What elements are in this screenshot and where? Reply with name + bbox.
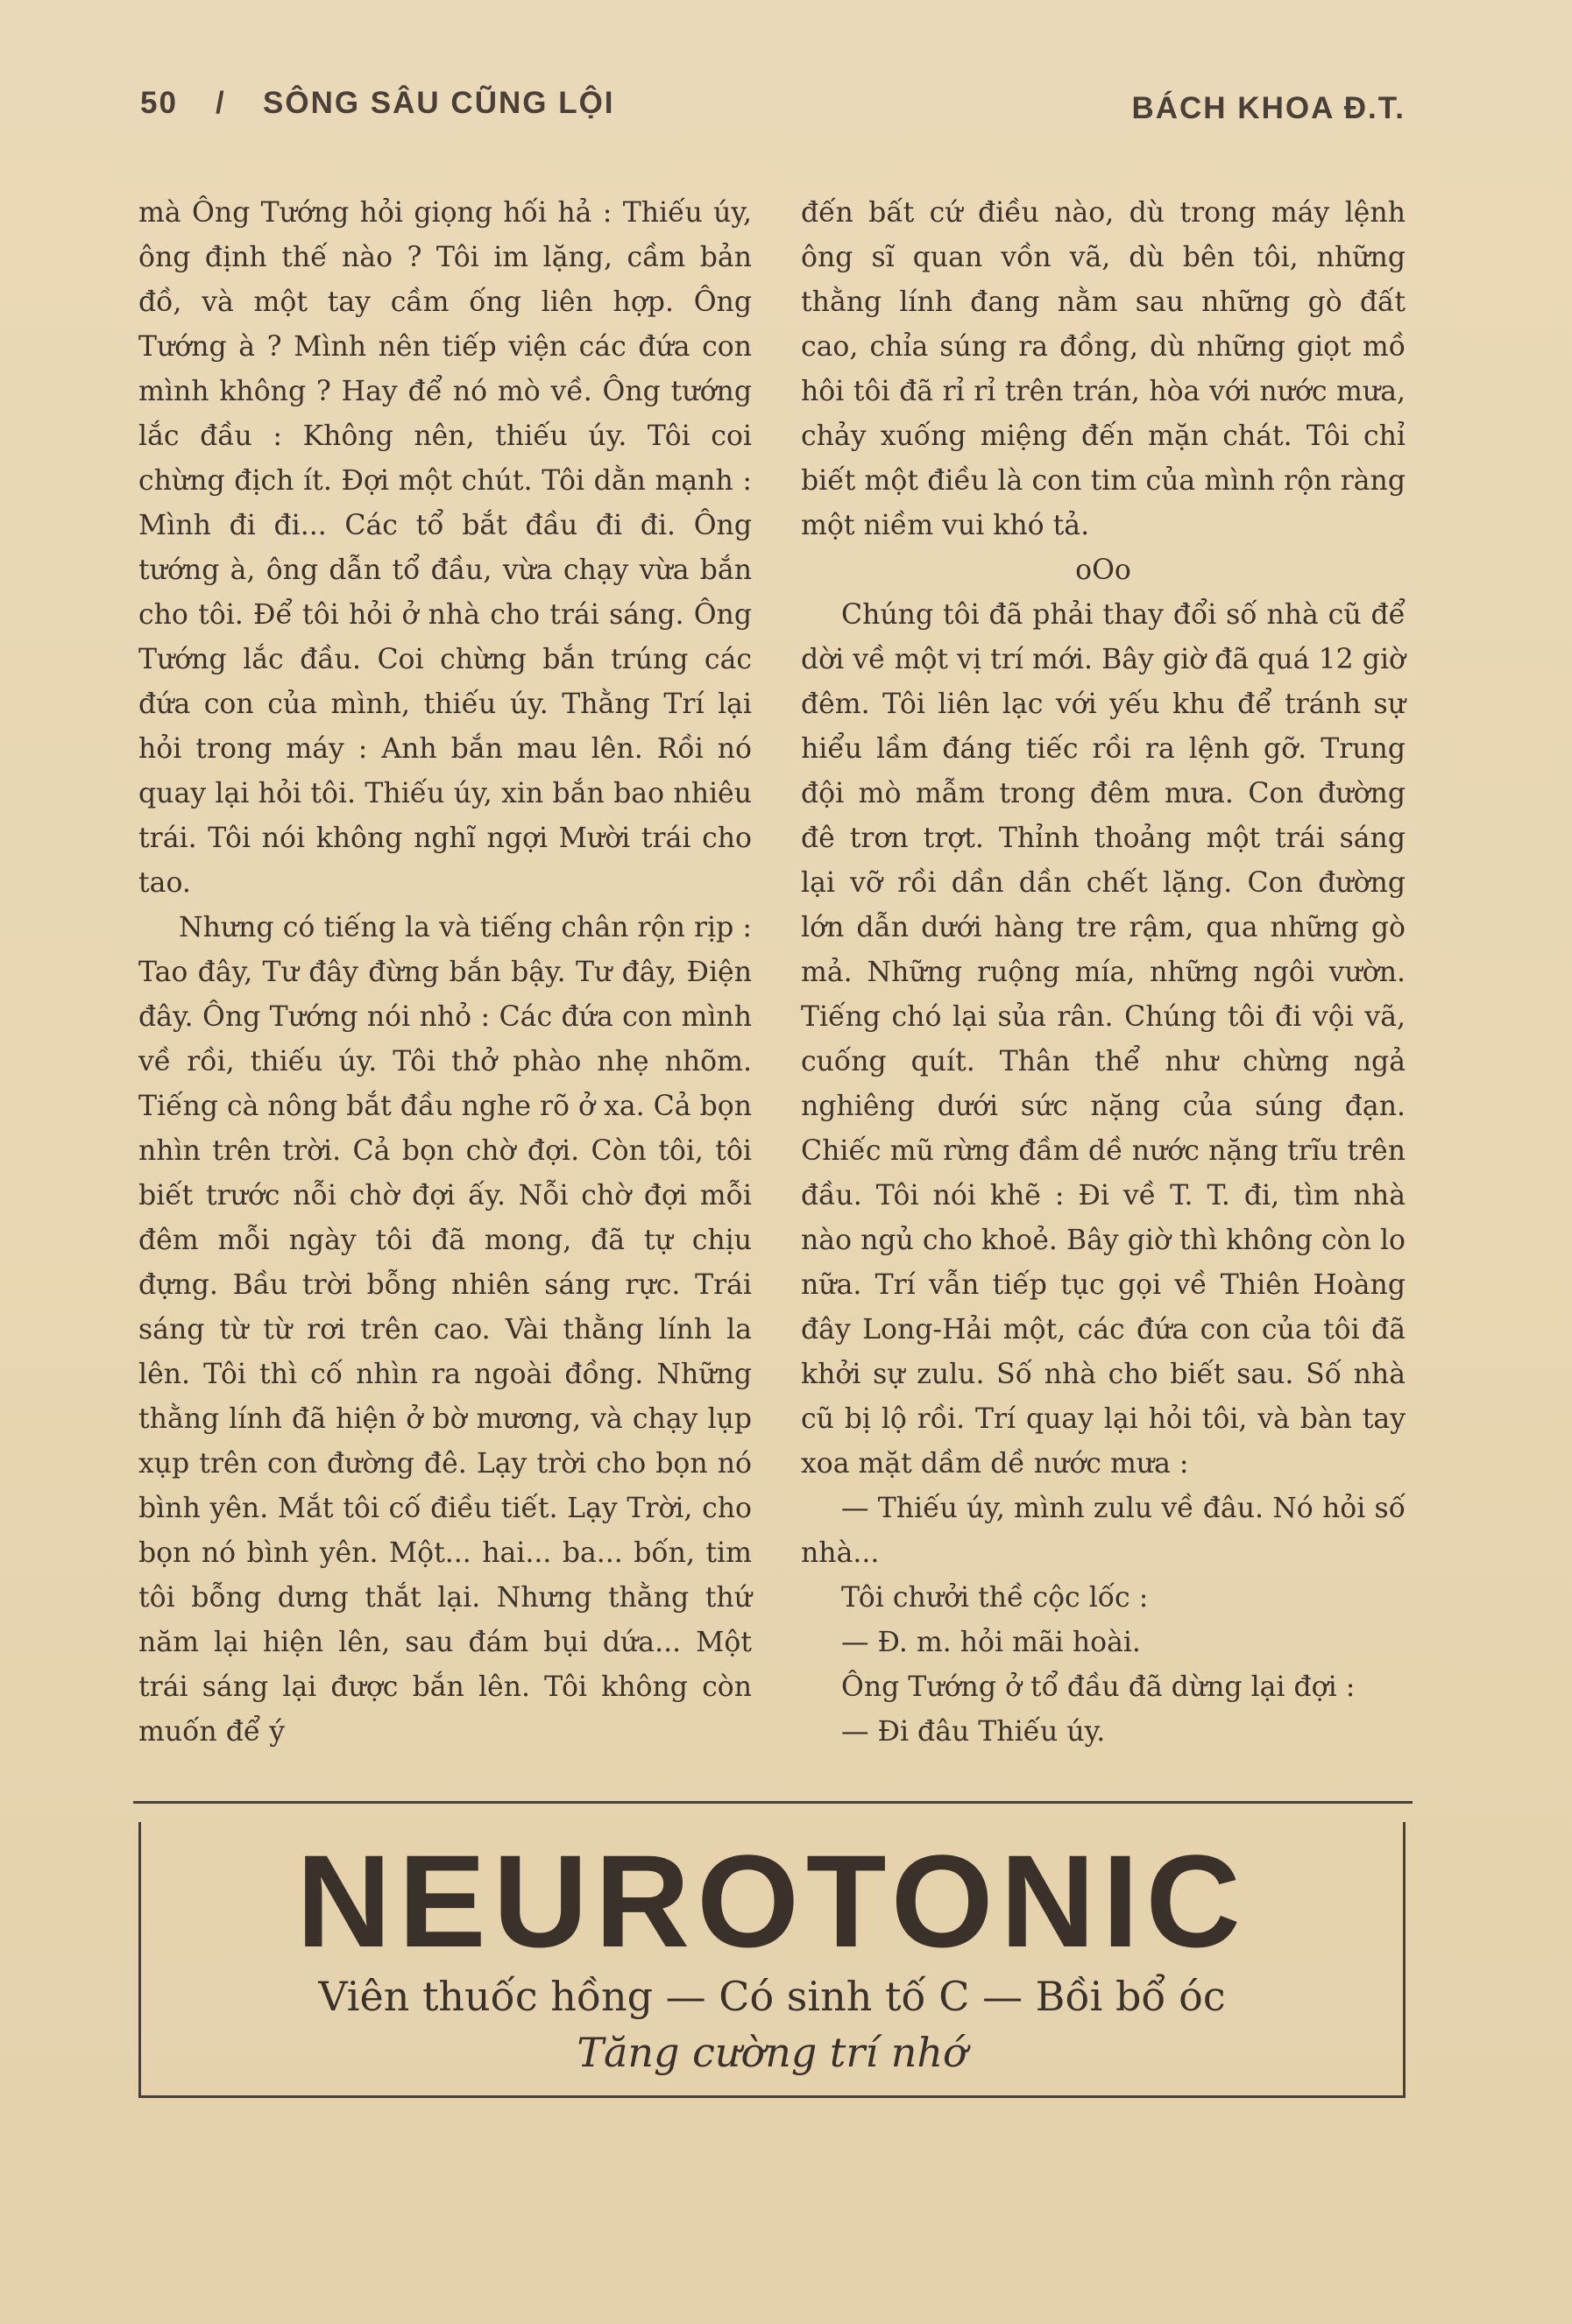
left-column (138, 191, 752, 1755)
ad-tagline: Viên thuốc hồng — Có sinh tố C — Bồi bổ óc (318, 1973, 1226, 2020)
right-paragraph-7: — Đi đâu Thiếu úy. (841, 1716, 1106, 1748)
left-paragraph-2: Nhưng có tiếng la và tiếng chân rộn rịp : Tao đây, Tư đây đừng bắn bậy. Tư đây, Điện đây. Ông Tướng nói nhỏ : Các đứa con mình về rồi, thiếu úy. Tôi thở phào nhẹ nhõm. Tiếng cà nông bắt đầu nghe rõ ở xa. Cả bọn nhìn trên trời. Cả bọn chờ đợi. Còn tôi, tôi biết trước nỗi chờ đợi ấy. Nỗi chờ đợi mỗi đêm mỗi ngày tôi đã mong, đã tự chịu đựng. Bầu trời bỗng nhiên sáng rực. Trái sáng từ từ rơi trên cao. Vài thằng lính la lên. Tôi thì cố nhìn ra ngoài đồng. Những thằng lính đã hiện ở bờ mương, và chạy lụp xụp trên con đường đê. Lạy trời cho bọn nó bình yên. Mắt tôi cố điều tiết. Lạy Trời, cho bọn nó bình yên. Một... hai... ba... bốn, tim tôi bỗng dưng thắt lại. Nhưng thằng thứ năm lại hiện lên, sau đám bụi dứa... Một trái sáng lại được bắn lên. Tôi không còn muốn để ý (138, 912, 752, 1748)
right-paragraph-6: Ông Tướng ở tổ đầu đã dừng lại đợi : (841, 1671, 1356, 1703)
ad-subtagline: Tăng cường trí nhớ (577, 2029, 967, 2076)
right-paragraph-3: — Thiếu úy, mình zulu về đâu. Nó hỏi số nhà... (801, 1493, 1406, 1569)
right-paragraph-4: Tôi chưởi thề cộc lốc : (841, 1582, 1149, 1614)
advertisement-box (138, 1822, 1406, 2098)
section-divider: oOo (1075, 555, 1131, 586)
header-separator: / (216, 86, 226, 120)
page-number: 50 (140, 86, 178, 120)
right-paragraph-2: Chúng tôi đã phải thay đổi số nhà cũ để dời về một vị trí mới. Bây giờ đã quá 12 giờ đêm. Tôi liên lạc với yếu khu để tránh sự hiểu lầm đáng tiếc rồi ra lệnh gỡ. Trung đội mò mẫm trong đêm mưa. Con đường đê trơn trợt. Thỉnh thoảng một trái sáng lại vỡ rồi dần dần chết lặng. Con đường lớn dẫn dưới hàng tre rậm, qua những gò mả. Những ruộng mía, những ngôi vườn. Tiếng chó lại sủa rân. Chúng tôi đi vội vã, cuống quít. Thân thể như chừng ngả nghiêng dưới sức nặng của súng đạn. Chiếc mũ rừng đầm dề nước nặng trĩu trên đầu. Tôi nói khẽ : Đi về T. T. đi, tìm nhà nào ngủ cho khoẻ. Bây giờ thì không còn lo nữa. Trí vẫn tiếp tục gọi về Thiên Hoàng đây Long-Hải một, các đứa con của tôi đã khởi sự zulu. Số nhà cho biết sau. Số nhà cũ bị lộ rồi. Trí quay lại hỏi tôi, và bàn tay xoa mặt dầm dề nước mưa : (801, 599, 1406, 1480)
article-title: SÔNG SÂU CŨNG LỘI (263, 86, 615, 120)
ad-top-rule (133, 1801, 1413, 1804)
ad-brand-name: NEUROTONIC (296, 1827, 1248, 1974)
page-header (140, 86, 1406, 130)
left-paragraph-1: mà Ông Tướng hỏi giọng hối hả : Thiếu úy, ông định thế nào ? Tôi im lặng, cầm bản đồ, và một tay cầm ống liên hợp. Ông Tướng à ? Mình nên tiếp viện các đứa con mình không ? Hay để nó mò về. Ông tướng lắc đầu : Không nên, thiếu úy. Tôi coi chừng địch ít. Đợi một chút. Tôi dằn mạnh : Mình đi đi... Các tổ bắt đầu đi đi. Ông tướng à, ông dẫn tổ đầu, vừa chạy vừa bắn cho tôi. Để tôi hỏi ở nhà cho trái sáng. Ông Tướng lắc đầu. Coi chừng bắn trúng các đứa con của mình, thiếu úy. Thằng Trí lại hỏi trong máy : Anh bắn mau lên. Rồi nó quay lại hỏi tôi. Thiếu úy, xin bắn bao nhiêu trái. Tôi nói không nghĩ ngợi Mười trái cho tao. (138, 197, 752, 899)
right-column (801, 191, 1406, 1755)
right-paragraph-1: đến bất cứ điều nào, dù trong máy lệnh ông sĩ quan vồn vã, dù bên tôi, những thằng lính đang nằm sau những gò đất cao, chỉa súng ra đồng, dù những giọt mồ hôi tôi đã rỉ rỉ trên trán, hòa với nước mưa, chảy xuống miệng đến mặn chát. Tôi chỉ biết một điều là con tim của mình rộn ràng một niềm vui khó tả. (801, 197, 1406, 541)
right-paragraph-5: — Đ. m. hỏi mãi hoài. (841, 1627, 1141, 1658)
magazine-name: BÁCH KHOA Đ.T. (1131, 91, 1406, 125)
